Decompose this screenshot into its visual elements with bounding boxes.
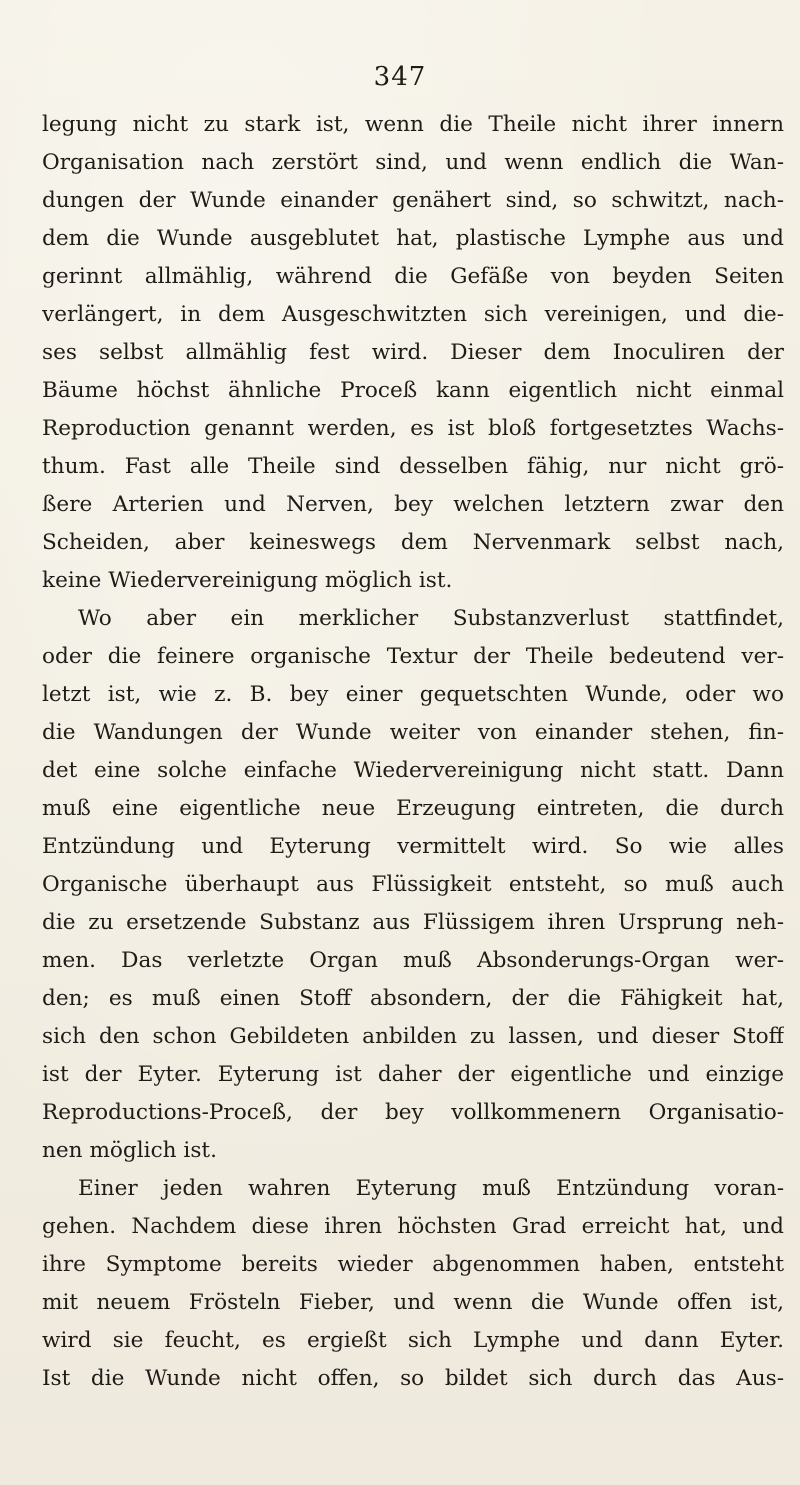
text-line: die zu ersetzende Substanz aus Flüssigem ihren Ursprung neh- [42,910,784,935]
text-line: nen möglich ist. [42,1138,217,1163]
text-line: keine Wiedervereinigung möglich ist. [42,568,453,593]
text-line: Scheiden, aber keineswegs dem Nervenmark selbst nach, [42,530,784,555]
text-line: Reproduction genannt werden, es ist bloß fortgesetztes Wachs- [42,416,784,441]
text-line: sich den schon Gebildeten anbilden zu lassen, und dieser Stoff [42,1024,784,1049]
text-line: ist der Eyter. Eyterung ist daher der eigentliche und einzige [42,1062,784,1087]
text-line: Organisation nach zerstört sind, und wenn endlich die Wan- [42,150,784,175]
text-line: muß eine eigentliche neue Erzeugung eintreten, die durch [42,796,784,821]
text-line: Ist die Wunde nicht offen, so bildet sich durch das Aus- [42,1366,784,1391]
page-number: 347 [373,62,427,92]
text-line: dungen der Wunde einander genähert sind, so schwitzt, nach- [42,188,784,213]
body-text [42,106,784,1398]
text-line: Reproductions-Proceß, der bey vollkommenern Organisatio- [42,1100,784,1125]
text-line: Entzündung und Eyterung vermittelt wird. So wie alles [42,834,784,859]
text-line: Organische überhaupt aus Flüssigkeit entsteht, so muß auch [42,872,784,897]
text-line: Einer jeden wahren Eyterung muß Entzündung voran- [78,1176,784,1201]
text-line: ihre Symptome bereits wieder abgenommen haben, entsteht [42,1252,784,1277]
text-line: thum. Fast alle Theile sind desselben fähig, nur nicht grö- [42,454,784,479]
text-line: men. Das verletzte Organ muß Absonderungs-Organ wer- [42,948,784,973]
text-line: den; es muß einen Stoff absondern, der die Fähigkeit hat, [42,986,784,1011]
text-line: gehen. Nachdem diese ihren höchsten Grad erreicht hat, und [42,1214,784,1239]
text-line: legung nicht zu stark ist, wenn die Theile nicht ihrer innern [42,112,784,137]
text-line: Wo aber ein merklicher Substanzverlust stattfindet, [78,606,784,631]
text-line: mit neuem Frösteln Fieber, und wenn die Wunde offen ist, [42,1290,784,1315]
text-line: die Wandungen der Wunde weiter von einander stehen, fin- [42,720,784,745]
text-line: oder die feinere organische Textur der Theile bedeutend ver- [42,644,784,669]
text-line: gerinnt allmählig, während die Gefäße von beyden Seiten [42,264,784,289]
text-line: dem die Wunde ausgeblutet hat, plastische Lymphe aus und [42,226,784,251]
text-line: ses selbst allmählig fest wird. Dieser dem Inoculiren der [42,340,784,365]
text-line: verlängert, in dem Ausgeschwitzten sich vereinigen, und die- [42,302,784,327]
text-line: ßere Arterien und Nerven, bey welchen letztern zwar den [42,492,784,517]
text-line: wird sie feucht, es ergießt sich Lymphe und dann Eyter. [42,1328,784,1353]
text-line: letzt ist, wie z. B. bey einer gequetschten Wunde, oder wo [42,682,784,707]
text-line: Bäume höchst ähnliche Proceß kann eigentlich nicht einmal [42,378,784,403]
text-line: det eine solche einfache Wiedervereinigung nicht statt. Dann [42,758,784,783]
